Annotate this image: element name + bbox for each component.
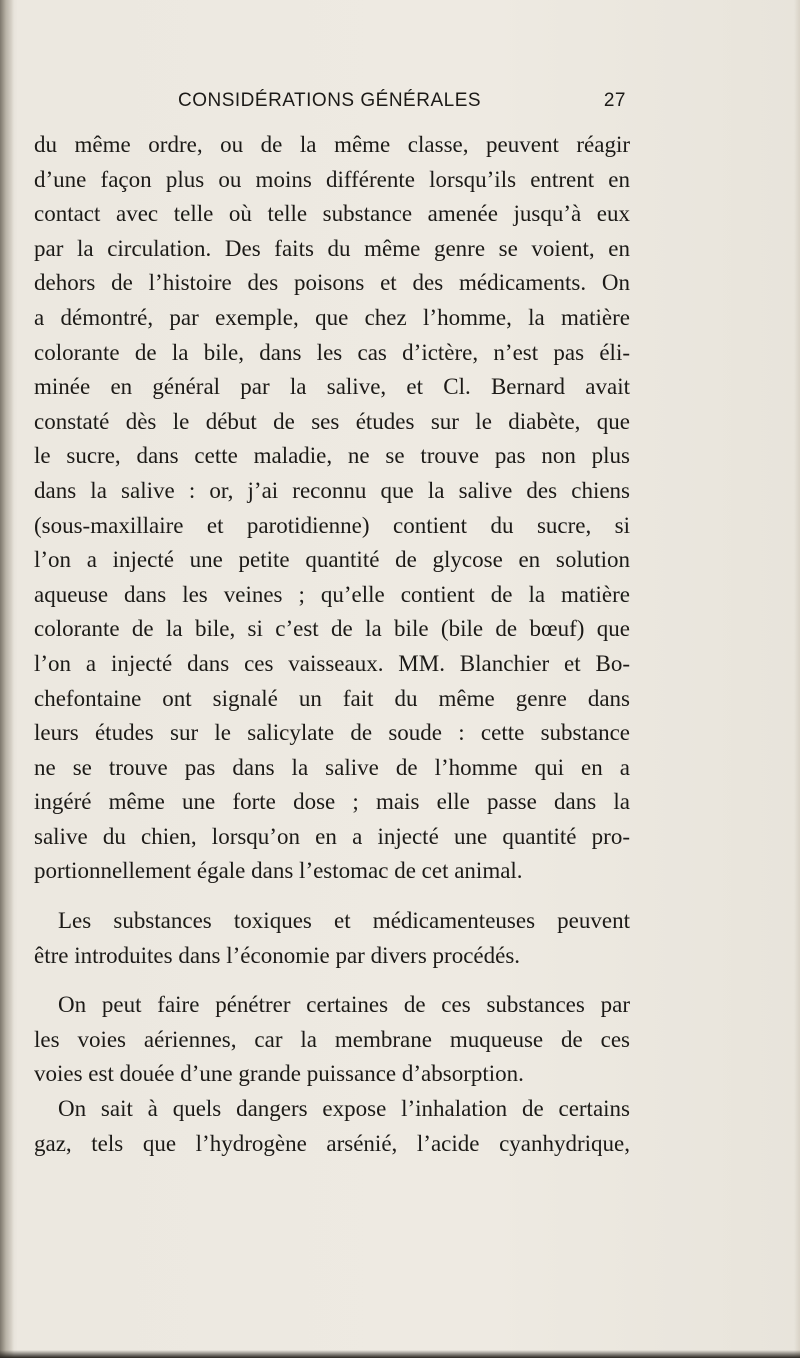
text-line: dehors de l’histoire des poisons et des médicaments. On [34,270,630,296]
text-line: colorante de la bile, dans les cas d’ictère, n’est pas éli- [34,339,630,365]
text-line: colorante de la bile, si c’est de la bile (bile de bœuf) que [34,616,630,642]
paragraph [34,988,630,1092]
text-line: être introduites dans l’économie par divers procédés. [34,942,521,968]
text-line: (sous-maxillaire et parotidienne) contient du sucre, si [34,512,630,538]
text-line: du même ordre, ou de la même classe, peuvent réagir [34,132,630,157]
text-line: chefontaine ont signalé un fait du même genre dans [34,685,630,711]
text-line: ne se trouve pas dans la salive de l’homme qui en a [34,754,630,780]
text-line: les voies aériennes, car la membrane muqueuse de ces [34,1026,630,1052]
text-line: constaté dès le début de ses études sur le diabète, que [34,408,630,434]
paragraph [34,904,630,973]
running-head: CONSIDÉRATIONS GÉNÉRALES [178,90,482,111]
text-line: leurs études sur le salicylate de soude : cette substance [34,720,630,746]
page-right-edge [794,0,800,1358]
text-line: Les substances toxiques et médicamenteuses peuvent [58,908,630,934]
text-line: contact avec telle où telle substance amenée jusqu’à eux [34,201,630,227]
text-line: voies est douée d’une grande puissance d’absorption. [34,1061,524,1087]
text-line: l’on a injecté une petite quantité de glycose en solution [34,547,630,573]
text-line: portionnellement égale dans l’estomac de cet animal. [34,858,523,884]
text-line: aqueuse dans les veines ; qu’elle contient de la matière [34,581,630,607]
page-binding-shadow [0,0,14,1358]
text-line: d’une façon plus ou moins différente lorsqu’ils entrent en [34,166,630,192]
text-line: On sait à quels dangers expose l’inhalation de certains [58,1096,630,1122]
text-line: ingéré même une forte dose ; mais elle passe dans la [34,789,630,815]
page-bottom-edge [0,1350,800,1358]
body-text [34,128,630,1161]
text-line: On peut faire pénétrer certaines de ces substances par [58,992,630,1018]
paragraph [34,128,630,889]
page-number: 27 [603,90,626,111]
text-line: minée en général par la salive, et Cl. Bernard avait [34,374,630,400]
text-line: l’on a injecté dans ces vaisseaux. MM. Blanchier et Bo- [34,650,630,676]
text-line: a démontré, par exemple, que chez l’homme, la matière [34,304,630,330]
text-line: salive du chien, lorsqu’on en a injecté une quantité pro- [34,823,630,849]
paragraph [34,1092,630,1161]
text-line: le sucre, dans cette maladie, ne se trouve pas non plus [34,443,630,469]
text-line: dans la salive : or, j’ai reconnu que la salive des chiens [34,477,630,503]
text-line: gaz, tels que l’hydrogène arsénié, l’acide cyanhydrique, [34,1130,630,1156]
text-line: par la circulation. Des faits du même genre se voient, en [34,235,630,261]
page-header [178,90,626,120]
